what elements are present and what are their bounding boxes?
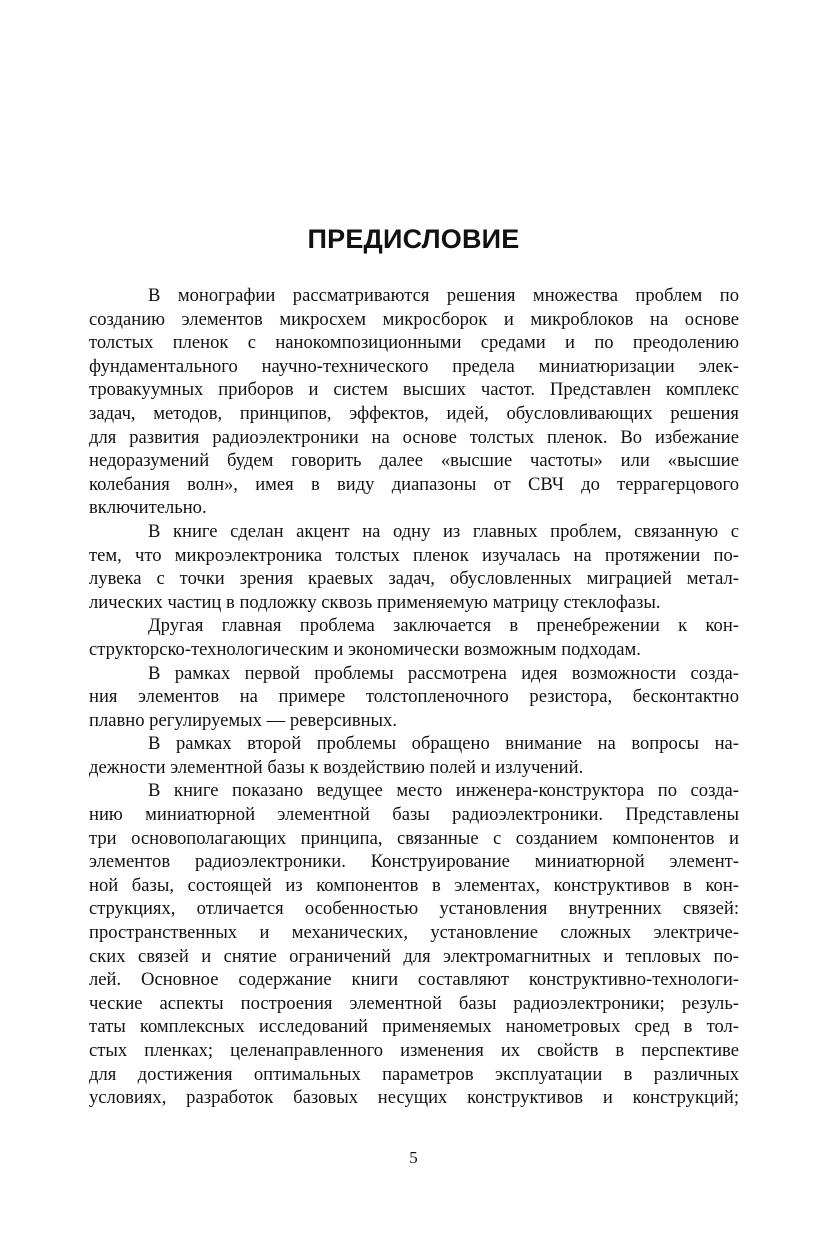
text-line: В рамках второй проблемы обращено внимание на вопросы на- bbox=[148, 733, 739, 755]
text-line: включительно. bbox=[89, 497, 207, 519]
text-line: В книге показано ведущее место инженера-конструктора по созда- bbox=[148, 780, 739, 802]
text-line: лических частиц в подложку сквозь применяемую матрицу стеклофазы. bbox=[89, 591, 661, 613]
text-line: дежности элементной базы к воздействию полей и излучений. bbox=[89, 756, 584, 778]
text-line: задач, методов, принципов, эффектов, идей, обусловливающих решения bbox=[89, 402, 739, 424]
text-line: ной базы, состоящей из компонентов в элементах, конструктивов в кон- bbox=[89, 874, 739, 896]
text-line: три основополагающих принципа, связанные с созданием компонентов и bbox=[89, 827, 739, 849]
text-line: толстых пленок с нанокомпозиционными средами и по преодолению bbox=[89, 332, 739, 354]
text-line: структорско-технологическим и экономически возможным подходам. bbox=[89, 638, 641, 660]
text-line: стых пленках; целенаправленного изменения их свойств в перспективе bbox=[89, 1040, 739, 1061]
text-line: колебания волн», имея в виду диапазоны от СВЧ до террагерцового bbox=[89, 473, 739, 495]
text-line: лувека с точки зрения краевых задач, обусловленных миграцией метал- bbox=[89, 568, 739, 590]
text-line: лей. Основное содержание книги составляют конструктивно-технологи- bbox=[89, 969, 739, 991]
text-line: элементов радиоэлектроники. Конструирование миниатюрной элемент- bbox=[89, 851, 739, 873]
text-line: Другая главная проблема заключается в пренебрежении к кон- bbox=[148, 615, 739, 637]
text-line: ния элементов на примере толстопленочного резистора, бесконтактно bbox=[89, 686, 739, 708]
text-line: пространственных и механических, установление сложных электриче- bbox=[89, 922, 739, 944]
text-line: ских связей и снятие ограничений для электромагнитных и тепловых по- bbox=[89, 945, 739, 967]
text-line: таты комплексных исследований применяемых нанометровых сред в тол- bbox=[89, 1016, 739, 1038]
text-line: В монографии рассматриваются решения множества проблем по bbox=[148, 285, 739, 306]
text-line: нию миниатюрной элементной базы радиоэлектроники. Представлены bbox=[89, 804, 739, 826]
text-line: созданию элементов микросхем микросборок и микроблоков на основе bbox=[89, 308, 739, 330]
text-line: для достижения оптимальных параметров эксплуатации в различных bbox=[89, 1063, 739, 1085]
text-line: плавно регулируемых — реверсивных. bbox=[89, 709, 397, 731]
page-title: ПРЕДИСЛОВИЕ bbox=[307, 224, 520, 254]
text-line: условиях, разработок базовых несущих конструктивов и конструкций; bbox=[89, 1087, 739, 1109]
text-line: ческие аспекты построения элементной базы радиоэлектроники; резуль- bbox=[89, 992, 739, 1014]
text-line: В рамках первой проблемы рассмотрена идея возможности созда- bbox=[148, 662, 739, 684]
text-line: струкциях, отличается особенностью установления внутренних связей: bbox=[89, 898, 739, 920]
text-line: для развития радиоэлектроники на основе толстых пленок. Во избежание bbox=[89, 426, 739, 448]
page-number: 5 bbox=[409, 1148, 418, 1167]
text-line: тем, что микроэлектроника толстых пленок изучалась на протяжении по- bbox=[89, 544, 739, 566]
text-line: фундаментального научно-технического предела миниатюризации элек- bbox=[89, 355, 739, 377]
text-line: тровакуумных приборов и систем высших частот. Представлен комплекс bbox=[89, 379, 739, 401]
text-line: недоразумений будем говорить далее «высшие частоты» или «высшие bbox=[89, 450, 739, 472]
text-line: В книге сделан акцент на одну из главных проблем, связанную с bbox=[148, 520, 739, 542]
preface-body bbox=[89, 284, 739, 1110]
